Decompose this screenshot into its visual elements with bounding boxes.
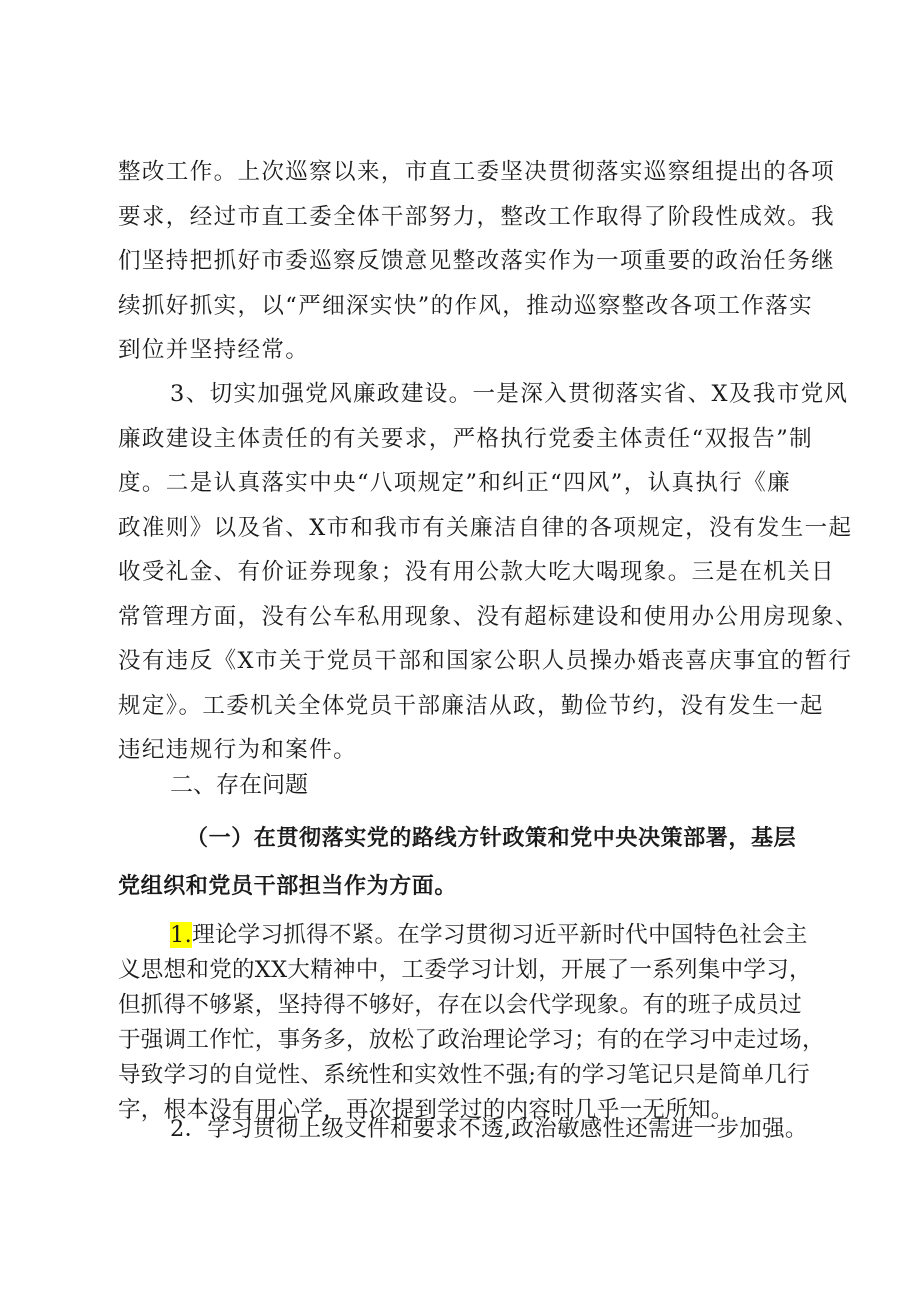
heading-line: 党组织和党员干部担当作为方面。 <box>118 873 458 899</box>
paragraph-theory-study <box>118 918 825 1128</box>
text-line: 规定》。工委机关全体党员干部廉洁从政，勤俭节约，没有发生一起 <box>118 692 824 719</box>
text-line: 们坚持把抓好市委巡察反馈意见整改落实作为一项重要的政治任务继 <box>118 248 836 274</box>
highlighted-number: 1. <box>170 922 193 948</box>
text-line: 要求，经过市直工委全体干部努力，整改工作取得了阶段性成效。我 <box>118 203 836 230</box>
text-line: 于强调工作忙，事务多，放松了政治理论学习；有的在学习中走过场， <box>118 1027 825 1053</box>
text-line: 收受礼金、有价证券现象；没有用公款大吃大喝现象。三是在机关日 <box>118 559 836 585</box>
paragraph-rectification <box>118 150 836 373</box>
paragraph-clean-governance <box>118 372 859 773</box>
text-line <box>118 918 818 953</box>
text-line: 政准则》以及省、X市和我市有关廉洁自律的各项规定，没有发生一起 <box>118 514 853 541</box>
text-line: 续抓好抓实，以“严细深实快”的作风，推动巡察整改各项工作落实 <box>118 292 814 319</box>
text-line: 没有违反《X市关于党员干部和国家公职人员操办婚丧喜庆事宜的暂行 <box>118 648 853 674</box>
subsection-heading <box>118 814 818 910</box>
heading-line: （一）在贯彻落实党的路线方针政策和党中央决策部署，基层 <box>186 825 797 851</box>
text-line: 导致学习的自觉性、系统性和实效性不强;有的学习笔记只是简单几行 <box>118 1062 810 1088</box>
paragraph-document-study <box>118 1112 818 1147</box>
text-line: 2．学习贯彻上级文件和要求不透,政治敏感性还需进一步加强。 <box>170 1116 808 1142</box>
text-line: 廉政建设主体责任的有关要求，严格执行党委主体责任“双报告”制 <box>118 425 814 452</box>
text-line: 字，根本没有用心学，再次提到学过的内容时几乎一无所知。 <box>118 1097 734 1123</box>
text-line: 到位并坚持经常。 <box>118 337 310 363</box>
text-line: 3、切实加强党风廉政建设。一是深入贯彻落实省、X及我市党风 <box>170 381 849 407</box>
text-line: 违纪违规行为和案件。 <box>118 737 358 763</box>
text-line: 常管理方面，没有公车私用现象、没有超标建设和使用办公用房现象、 <box>118 603 859 630</box>
text-line: 整改工作。上次巡察以来，市直工委坚决贯彻落实巡察组提出的各项 <box>118 159 836 185</box>
text-segment: 理论学习抓得不紧。在学习贯彻习近平新时代中国特色社会主 <box>192 922 808 948</box>
text-line: 义思想和党的XX大精神中，工委学习计划，开展了一系列集中学习， <box>118 957 812 983</box>
text-line: 度。二是认真落实中央“八项规定”和纠正“四风”，认真执行《廉 <box>118 470 792 496</box>
section-heading-problems: 二、存在问题 <box>170 772 308 798</box>
text-line: 但抓得不够紧，坚持得不够好，存在以会代学现象。有的班子成员过 <box>118 992 803 1018</box>
